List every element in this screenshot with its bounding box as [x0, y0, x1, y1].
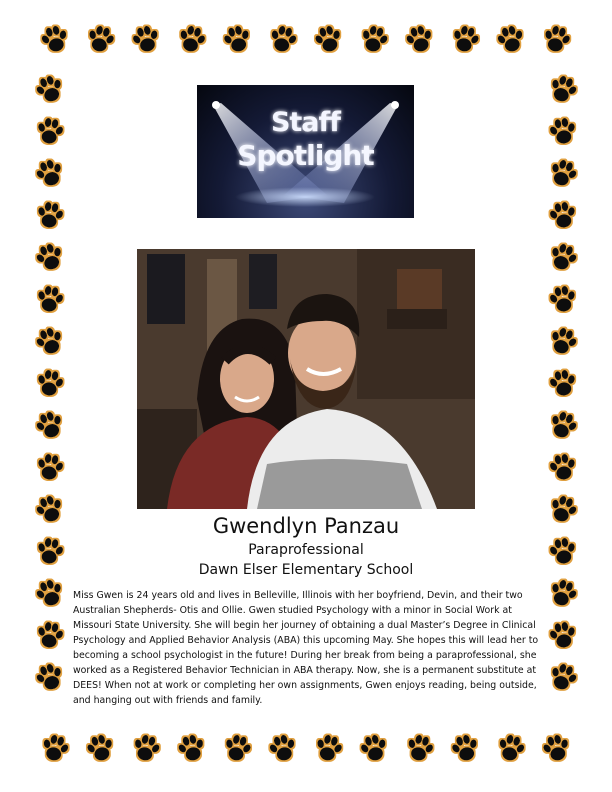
banner-line-1: Staff	[270, 107, 341, 138]
paw-print-icon	[32, 241, 66, 274]
paw-print-icon	[546, 73, 580, 106]
paw-print-icon	[546, 661, 580, 694]
paw-print-icon	[221, 732, 254, 763]
paw-print-icon	[38, 23, 71, 54]
paw-print-icon	[546, 241, 580, 274]
paw-print-icon	[312, 23, 345, 54]
paw-print-icon	[540, 23, 573, 54]
paw-print-icon	[449, 732, 482, 763]
staff-spotlight-banner	[197, 85, 414, 218]
paw-print-icon	[32, 661, 66, 694]
paw-print-icon	[547, 284, 578, 313]
paw-print-icon	[39, 732, 72, 763]
paw-print-icon	[404, 732, 437, 763]
paw-print-icon	[32, 577, 66, 610]
paw-print-icon	[34, 368, 65, 397]
paw-print-icon	[358, 23, 391, 54]
paw-print-icon	[32, 325, 66, 358]
banner-line-2: Spotlight	[237, 139, 374, 172]
staff-name: Gwendlyn Panzau	[212, 514, 400, 538]
paw-print-icon	[449, 23, 482, 54]
paw-print-icon	[267, 23, 300, 54]
paw-print-icon	[547, 116, 578, 145]
paw-print-icon	[547, 200, 578, 229]
paw-print-icon	[540, 732, 573, 763]
paw-print-icon	[34, 284, 65, 313]
paw-print-icon	[547, 620, 578, 649]
paw-print-icon	[32, 73, 66, 106]
photo-of-couple	[137, 249, 475, 509]
paw-print-icon	[312, 732, 345, 763]
paw-print-icon	[130, 732, 163, 763]
paw-print-icon	[34, 452, 65, 481]
paw-print-icon	[546, 409, 580, 442]
staff-photo	[137, 249, 475, 509]
paw-print-icon	[546, 577, 580, 610]
paw-print-icon	[494, 23, 527, 54]
paw-print-icon	[84, 23, 117, 54]
paw-print-icon	[32, 409, 66, 442]
paw-print-icon	[84, 732, 117, 763]
paw-print-icon	[357, 732, 390, 763]
paw-print-icon	[34, 200, 65, 229]
paw-print-icon	[129, 23, 162, 54]
paw-print-icon	[175, 732, 208, 763]
school-name: Dawn Elser Elementary School	[198, 562, 414, 578]
paw-print-icon	[547, 452, 578, 481]
paw-print-icon	[403, 23, 436, 54]
paw-print-icon	[221, 23, 254, 54]
staff-role: Paraprofessional	[248, 542, 364, 558]
paw-print-icon	[266, 732, 299, 763]
paw-print-icon	[32, 157, 66, 190]
staff-bio: Miss Gwen is 24 years old and lives in Belleville, Illinois with her boyfriend, Devin, and their two Australian Shepherds- Otis and Ollie. Gwen studied Psychology with a minor in Social Work at Missouri State University. She will begin her journey of obtaining a dual Master’s Degree in Clinical Psychology and Applied Behavior Analysis (ABA) this upcoming May. She hopes this will lead her to becoming a school psychologist in the future! During her break from being a paraprofessional, she worked as a Registered Behavior Technician in ABA therapy. Now, she is a permanent substitute at DEES! When not at work or completing her own assignments, Gwen enjoys reading, being outside, and hanging out with friends and family.	[73, 590, 539, 706]
paw-print-icon	[176, 23, 209, 54]
paw-print-icon	[546, 157, 580, 190]
paw-print-icon	[34, 620, 65, 649]
paw-print-icon	[546, 325, 580, 358]
paw-print-icon	[547, 368, 578, 397]
paw-print-icon	[34, 116, 65, 145]
paw-print-icon	[495, 732, 528, 763]
